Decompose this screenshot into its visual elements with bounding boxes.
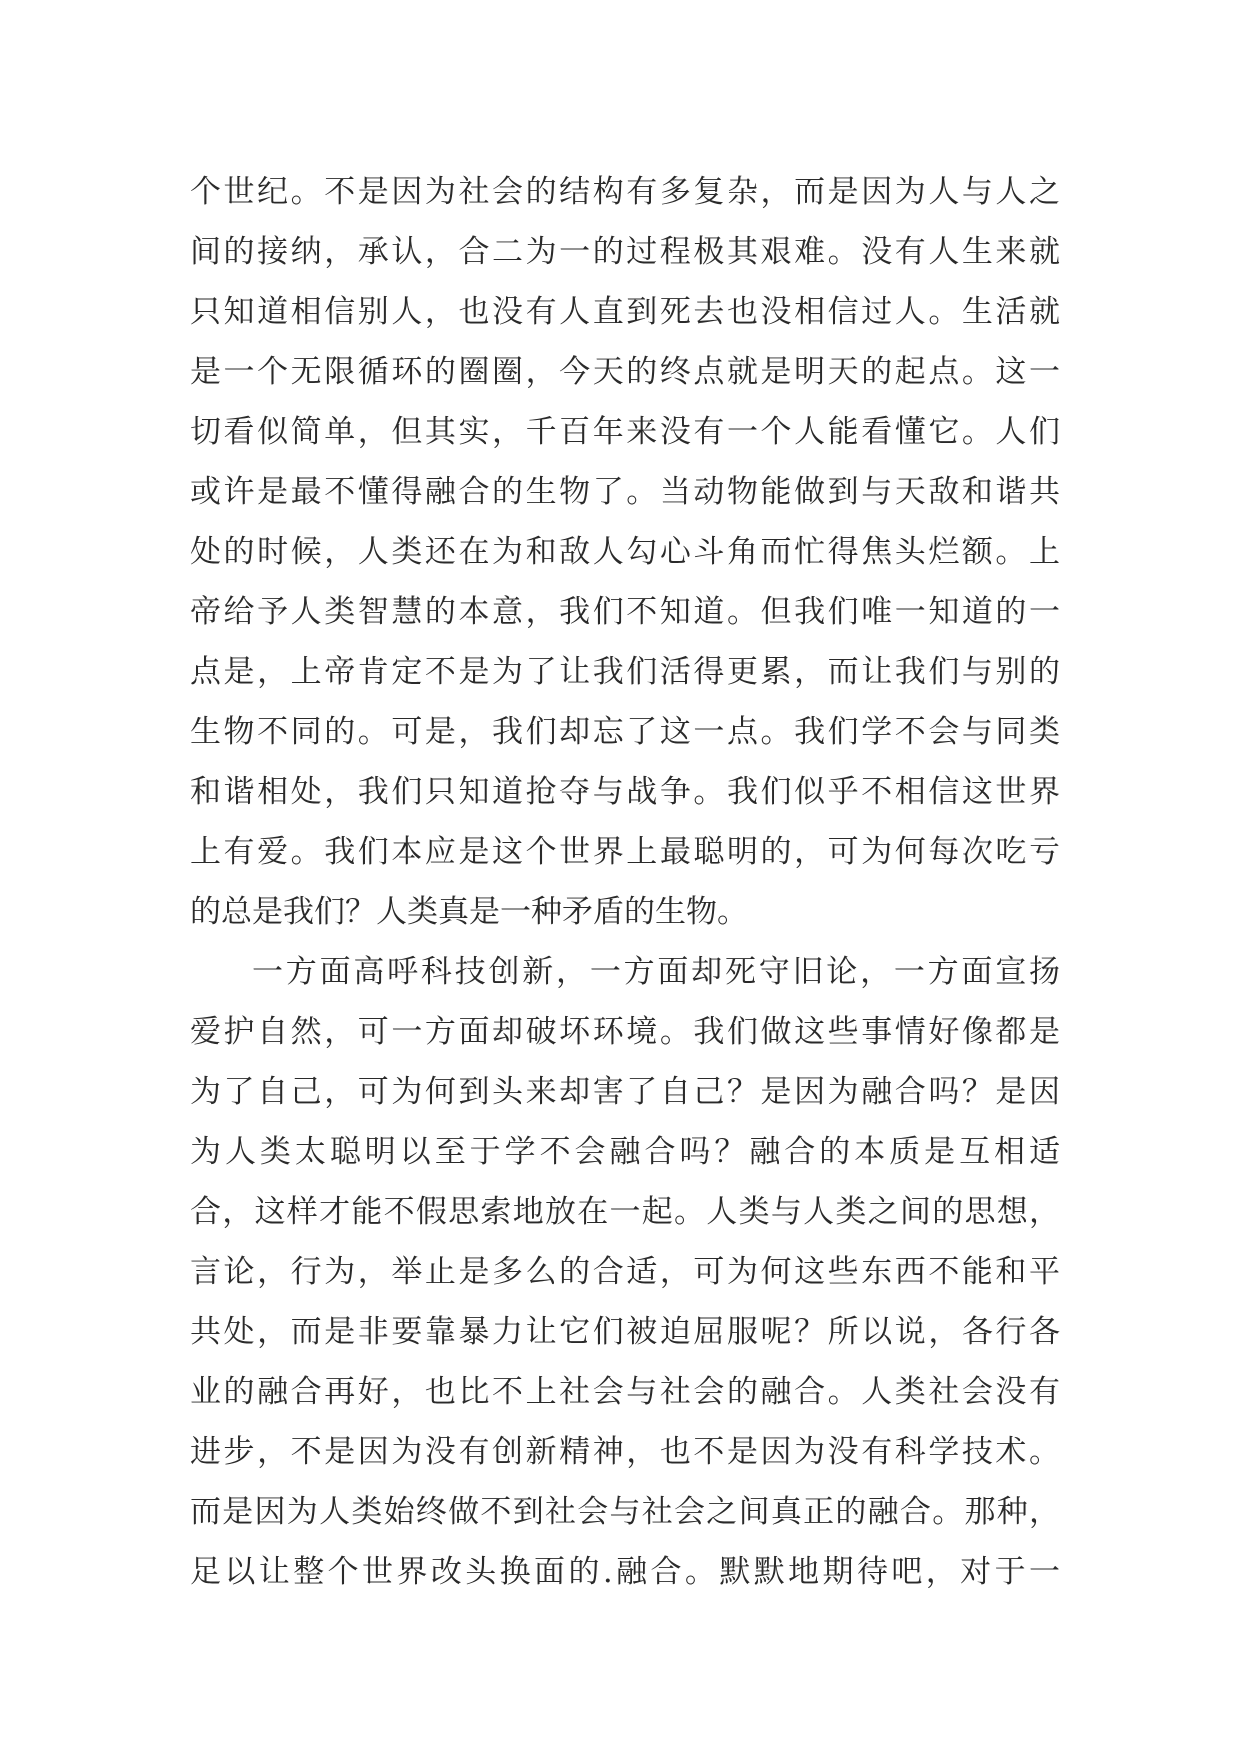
text-line: 和谐相处，我们只知道抢夺与战争。我们似乎不相信这世界 [190,774,1060,810]
text-line: 生物不同的。可是，我们却忘了这一点。我们学不会与同类 [190,714,1060,750]
text-line: 进步，不是因为没有创新精神，也不是因为没有科学技术。 [190,1434,1060,1470]
text-line: 足以让整个世界改头换面的.融合。默默地期待吧，对于一 [190,1554,1060,1590]
text-line: 或许是最不懂得融合的生物了。当动物能做到与天敌和谐共 [190,474,1060,510]
text-line: 点是，上帝肯定不是为了让我们活得更累，而让我们与别的 [190,654,1060,690]
paragraph-2 [190,942,1060,1602]
paragraph-1 [190,162,1060,942]
text-line: 为了自己，可为何到头来却害了自己？是因为融合吗？是因 [190,1074,1060,1110]
body-text [190,162,1060,1602]
text-line: 言论，行为，举止是多么的合适，可为何这些东西不能和平 [190,1254,1060,1290]
text-line: 爱护自然，可一方面却破坏环境。我们做这些事情好像都是 [190,1014,1060,1050]
text-line: 处的时候，人类还在为和敌人勾心斗角而忙得焦头烂额。上 [190,534,1060,570]
text-line: 是一个无限循环的圈圈，今天的终点就是明天的起点。这一 [190,354,1060,390]
text-line: 为人类太聪明以至于学不会融合吗？融合的本质是互相适 [190,1134,1060,1170]
text-line: 一方面高呼科技创新，一方面却死守旧论，一方面宣扬 [252,954,1060,990]
text-line: 帝给予人类智慧的本意，我们不知道。但我们唯一知道的一 [190,594,1060,630]
text-line: 的总是我们？人类真是一种矛盾的生物。 [190,894,748,930]
text-line: 业的融合再好，也比不上社会与社会的融合。人类社会没有 [190,1374,1060,1410]
text-line: 合，这样才能不假思索地放在一起。人类与人类之间的思想， [190,1194,1060,1230]
text-line: 切看似简单，但其实，千百年来没有一个人能看懂它。人们 [190,414,1060,450]
text-line: 共处，而是非要靠暴力让它们被迫屈服呢？所以说，各行各 [190,1314,1060,1350]
text-line: 上有爱。我们本应是这个世界上最聪明的，可为何每次吃亏 [190,834,1060,870]
text-line: 个世纪。不是因为社会的结构有多复杂，而是因为人与人之 [190,174,1060,210]
text-line: 间的接纳，承认，合二为一的过程极其艰难。没有人生来就 [190,234,1060,270]
text-line: 而是因为人类始终做不到社会与社会之间真正的融合。那种， [190,1494,1060,1530]
text-line: 只知道相信别人，也没有人直到死去也没相信过人。生活就 [190,294,1060,330]
